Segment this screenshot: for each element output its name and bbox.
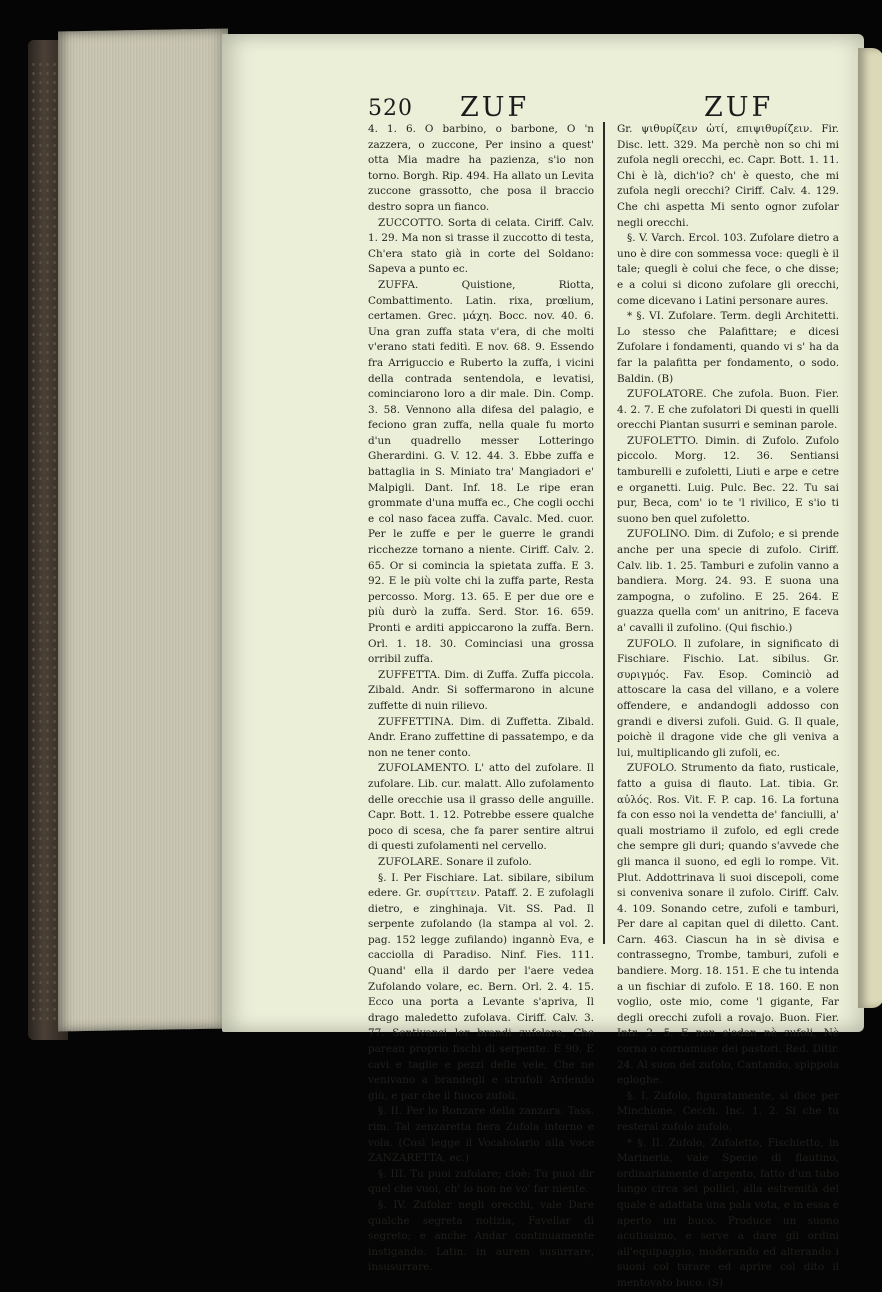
entry-zuffettina: ZUFFETTINA. Dim. di Zuffetta. Zibald. Andr. Erano zuffettine di passatempo, e da non ne tener conto. [368,715,594,759]
entry-zufolare-s2: §. II. Per lo Ronzare della zanzara. Tass. rim. Tal zenzaretta fiera Zufola intorno e vola. (Così legge il Vocabolario alla voce ZANZARETTA, ec.) [368,1105,594,1165]
right-column [617,122,839,1292]
entry-zufolare-s4: §. IV. Zufolar negli orecchi, vale Dare qualche segreta notizia, Favellar di segreto; e anche Andar continuamente instigando. Latin. in aurem susurrare, insusurrare. [368,1198,594,1274]
entry-zufolatore: ZUFOLATORE. Che zufola. Buon. Fier. 4. 2. 7. E che zufolatori Di questi in quelli orecchi Piantan susurri e seminan parole. [617,388,839,432]
entry-zuccotto: ZUCCOTTO. Sorta di celata. Ciriff. Calv. 1. 29. Ma non si trasse il zuccotto di testa, Ch'era stato già in corte del Soldano: Sapeva a punto ec. [368,216,594,276]
entry-zufolo-fischio: ZUFOLO. Il zufolare, in significato di Fischiare. Fischio. Lat. sibilus. Gr. συριγμός. Fav. Esop. Cominciò ad attoscare la casa del villano, e a volere offendere, e andandogli addosso con grandi e diversi zufoli. Guid. G. Il quale, poichè il dragone vide che gli veniva a lui, multiplicando gli zufoli, ec. [617,637,839,759]
entry-zuffetta: ZUFFETTA. Dim. di Zuffa. Zuffa piccola. Zibald. Andr. Si soffermarono in alcune zuffette di nuin rilievo. [368,668,594,712]
page-edges [58,29,228,1032]
entry-zufoletto: ZUFOLETTO. Dimin. di Zufolo. Zufolo piccolo. Morg. 12. 36. Sentiansi tamburelli e zufoletti, Liuti e arpe e cetre e organetti. Luig. Pulc. Bec. 22. Tu sai pur, Beca, com' io te 'l rivilico, E s'io ti suono ben quel zufoletto. [617,434,839,525]
running-head-right: ZUF [704,92,774,123]
entry-zufolare-s5: §. V. Varch. Ercol. 103. Zufolare dietro a uno è dire con sommessa voce: quegli è il tale; quegli è colui che fece, o che disse; e a colui si dicono zufolare gli orecchi, come dicevano i Latini personare aures. [617,232,839,307]
entry-text: 4. 1. 6. O barbino, o barbone, O 'n zazzera, o zuccone, Per insino a quest' otta Mia madre ha pazienza, s'io non torno. Borgh. Rip. 494. Ha allato un Levita zuccone grassotto, che posa il braccio destro sopra un fianco. [368,123,594,213]
facing-page-edge [858,48,882,1008]
running-head-left: ZUF [460,92,530,123]
column-divider [603,122,605,944]
entry-zufolino: ZUFOLINO. Dim. di Zufolo; e si prende anche per una specie di zufolo. Ciriff. Calv. lib. 1. 25. Tamburi e zufolin vanno a bandiera. Morg. 24. 93. E suona una zampogna, o zufolino. E 25. 264. E guazza quella com' un anitrino, E faceva a' cavalli il zufolino. (Qui fischio.) [617,528,839,634]
entry-zufolare-s1: §. I. Per Fischiare. Lat. sibilare, sibilum edere. Gr. συρίττειν. Pataff. 2. E zufolagli dietro, e zinghinaja. Vit. SS. Pad. Il serpente zufolando (la stampa al vol. 2. pag. 152 legge zufilando) ingannò Eva, e cacciolla di Paradiso. Ninf. Fies. 111. Quand' ella il dardo per l'aere vedea Zufolando volare, ec. Bern. Orl. 2. 4. 15. Ecco una porta a Levante s'apriva, Il drago maledetto zufolava. Ciriff. Calv. 3. 77. Sentivansi lor brandi zufolare, Che parean proprio fischi di serpente. E 90. E cavi e taglie e pezzi delle vele, Che ne venivano a brandegli e strufoli Ardendo giù, e par che il fuoco zufoli. [368,871,594,1102]
entry-zufolo-s1: §. I. Zufolo, figuratamente, si dice per Minchione. Cecch. Inc. 1. 2. Si che tu resterai zufolo zufolo. [617,1089,839,1133]
left-column [368,122,594,1276]
entry-zufolo-s2: * §. II. Zufolo, Zufoletto, Fischietto, in Marineria, vale Specie di flautino, ordinariamente d'argento, fatto d'un tubo lungo circa sei pollici, alla estremità del quale è adattata una pala vota, e in essa è aperto un buco. Produce un suono acutissimo, e serve a dare gli ordini all'equipaggio, moderando ed alterando i suoni col turare ed aprire col dito il mentovato buco. (S) [617,1136,839,1289]
entry-text: Gr. ψιθυρίζειν ὠτί, επιψιθυρίζειν. Fir. Disc. lett. 329. Ma perchè non so chi mi zufola negli orecchi, ec. Capr. Bott. 1. 11. Chi è là, dich'io? ch' è questo, che mi zufola negli orecchi? Ciriff. Calv. 4. 129. Che chi aspetta Mi sento ognor zufolar negli orecchi. [617,123,839,229]
entry-zufolo-strumento: ZUFOLO. Strumento da fiato, rusticale, fatto a guisa di flauto. Lat. tibia. Gr. αὐλός. Ros. Vit. F. P. cap. 16. La fortuna fa con esso noi la vendetta de' fanciulli, a' quali mostriamo il zufolo, ed egli crede che sempre gli duri; quando s'avvede che gli manca il suono, ed egli lo rompe. Vit. Plut. Addottrinava li suoi discepoli, come si conveniva sonare il zufolo. Ciriff. Calv. 4. 109. Sonando cetre, zufoli e tamburi, Per dare al capitan quel di diletto. Cant. Carn. 463. Ciascun ha in sè divisa e contrassegno, Trombe, tamburi, zufoli e bandiere. Morg. 18. 151. E che tu intenda a un fischiar di zufolo. E 18. 160. E non voglio, oste mio, come 'l gigante, Far degli orecchi zufoli a rovajo. Buon. Fier. Intr. 2. 5. E non s'odan nè zufoli, Nè corna o cornamuse dei pastori. Red. Ditir. 24. Al suon del zufolo, Cantando, spippola egloghe. [617,762,839,1087]
entry-zufolare: ZUFOLARE. Sonare il zufolo. [378,855,532,868]
entry-zuffa: ZUFFA. Quistione, Riotta, Combattimento. Latin. rixa, prœlium, certamen. Grec. μάχη. Bocc. nov. 40. 6. Una gran zuffa stata v'era, di che molti v'erano stati feditì. E nov. 68. 9. Essendo fra Arriguccio e Ruberto la zuffa, i vicini della contrada sentendola, e levatisi, cominciarono loro a dir male. Din. Comp. 3. 58. Vennono alla difesa del palagio, e feciono gran zuffa, nella quale fu morto d'un quadrello messer Lotteringo Gherardini. G. V. 12. 44. 3. Ebbe zuffa e battaglia in S. Miniato tra' Mangiadori e' Malpigli. Dant. Inf. 18. Le ripe eran grommate d'una muffa ec., Che cogli occhi e col naso facea zuffa. Cavalc. Med. cuor. Per le zuffe e per le guerre le grandi ricchezze tornano a niente. Ciriff. Calv. 2. 65. Or si comincia la spietata zuffa. E 3. 92. E le più volte chi la zuffa parte, Resta percosso. Morg. 13. 65. E per due ore e più durò la zuffa. Serd. Stor. 16. 659. Pronti e arditi appiccarono la zuffa. Bern. Orl. 1. 18. 30. Cominciasi una grossa orribil zuffa. [368,278,594,666]
entry-zufolamento: ZUFOLAMENTO. L' atto del zufolare. Il zufolare. Lib. cur. malatt. Allo zufolamento delle orecchie usa il grasso delle anguille. Capr. Bott. 1. 12. Potrebbe essere qualche poco di scesa, che fa parer sentire altrui di questi zufolamenti nel cervello. [368,762,594,853]
page-number: 520 [368,96,413,121]
entry-zufolare-s3: §. III. Tu puoi zufolare; cioè: Tu puoi dir quel che vuoi, ch' io non ne vo' far niente. [368,1167,594,1196]
entry-zufolare-s6: * §. VI. Zufolare. Term. degli Architetti. Lo stesso che Palafittare; e dicesi Zufolare i fondamenti, quando vi s' ha da far la palafitta per fondamento, o sodo. Baldin. (B) [617,310,839,385]
